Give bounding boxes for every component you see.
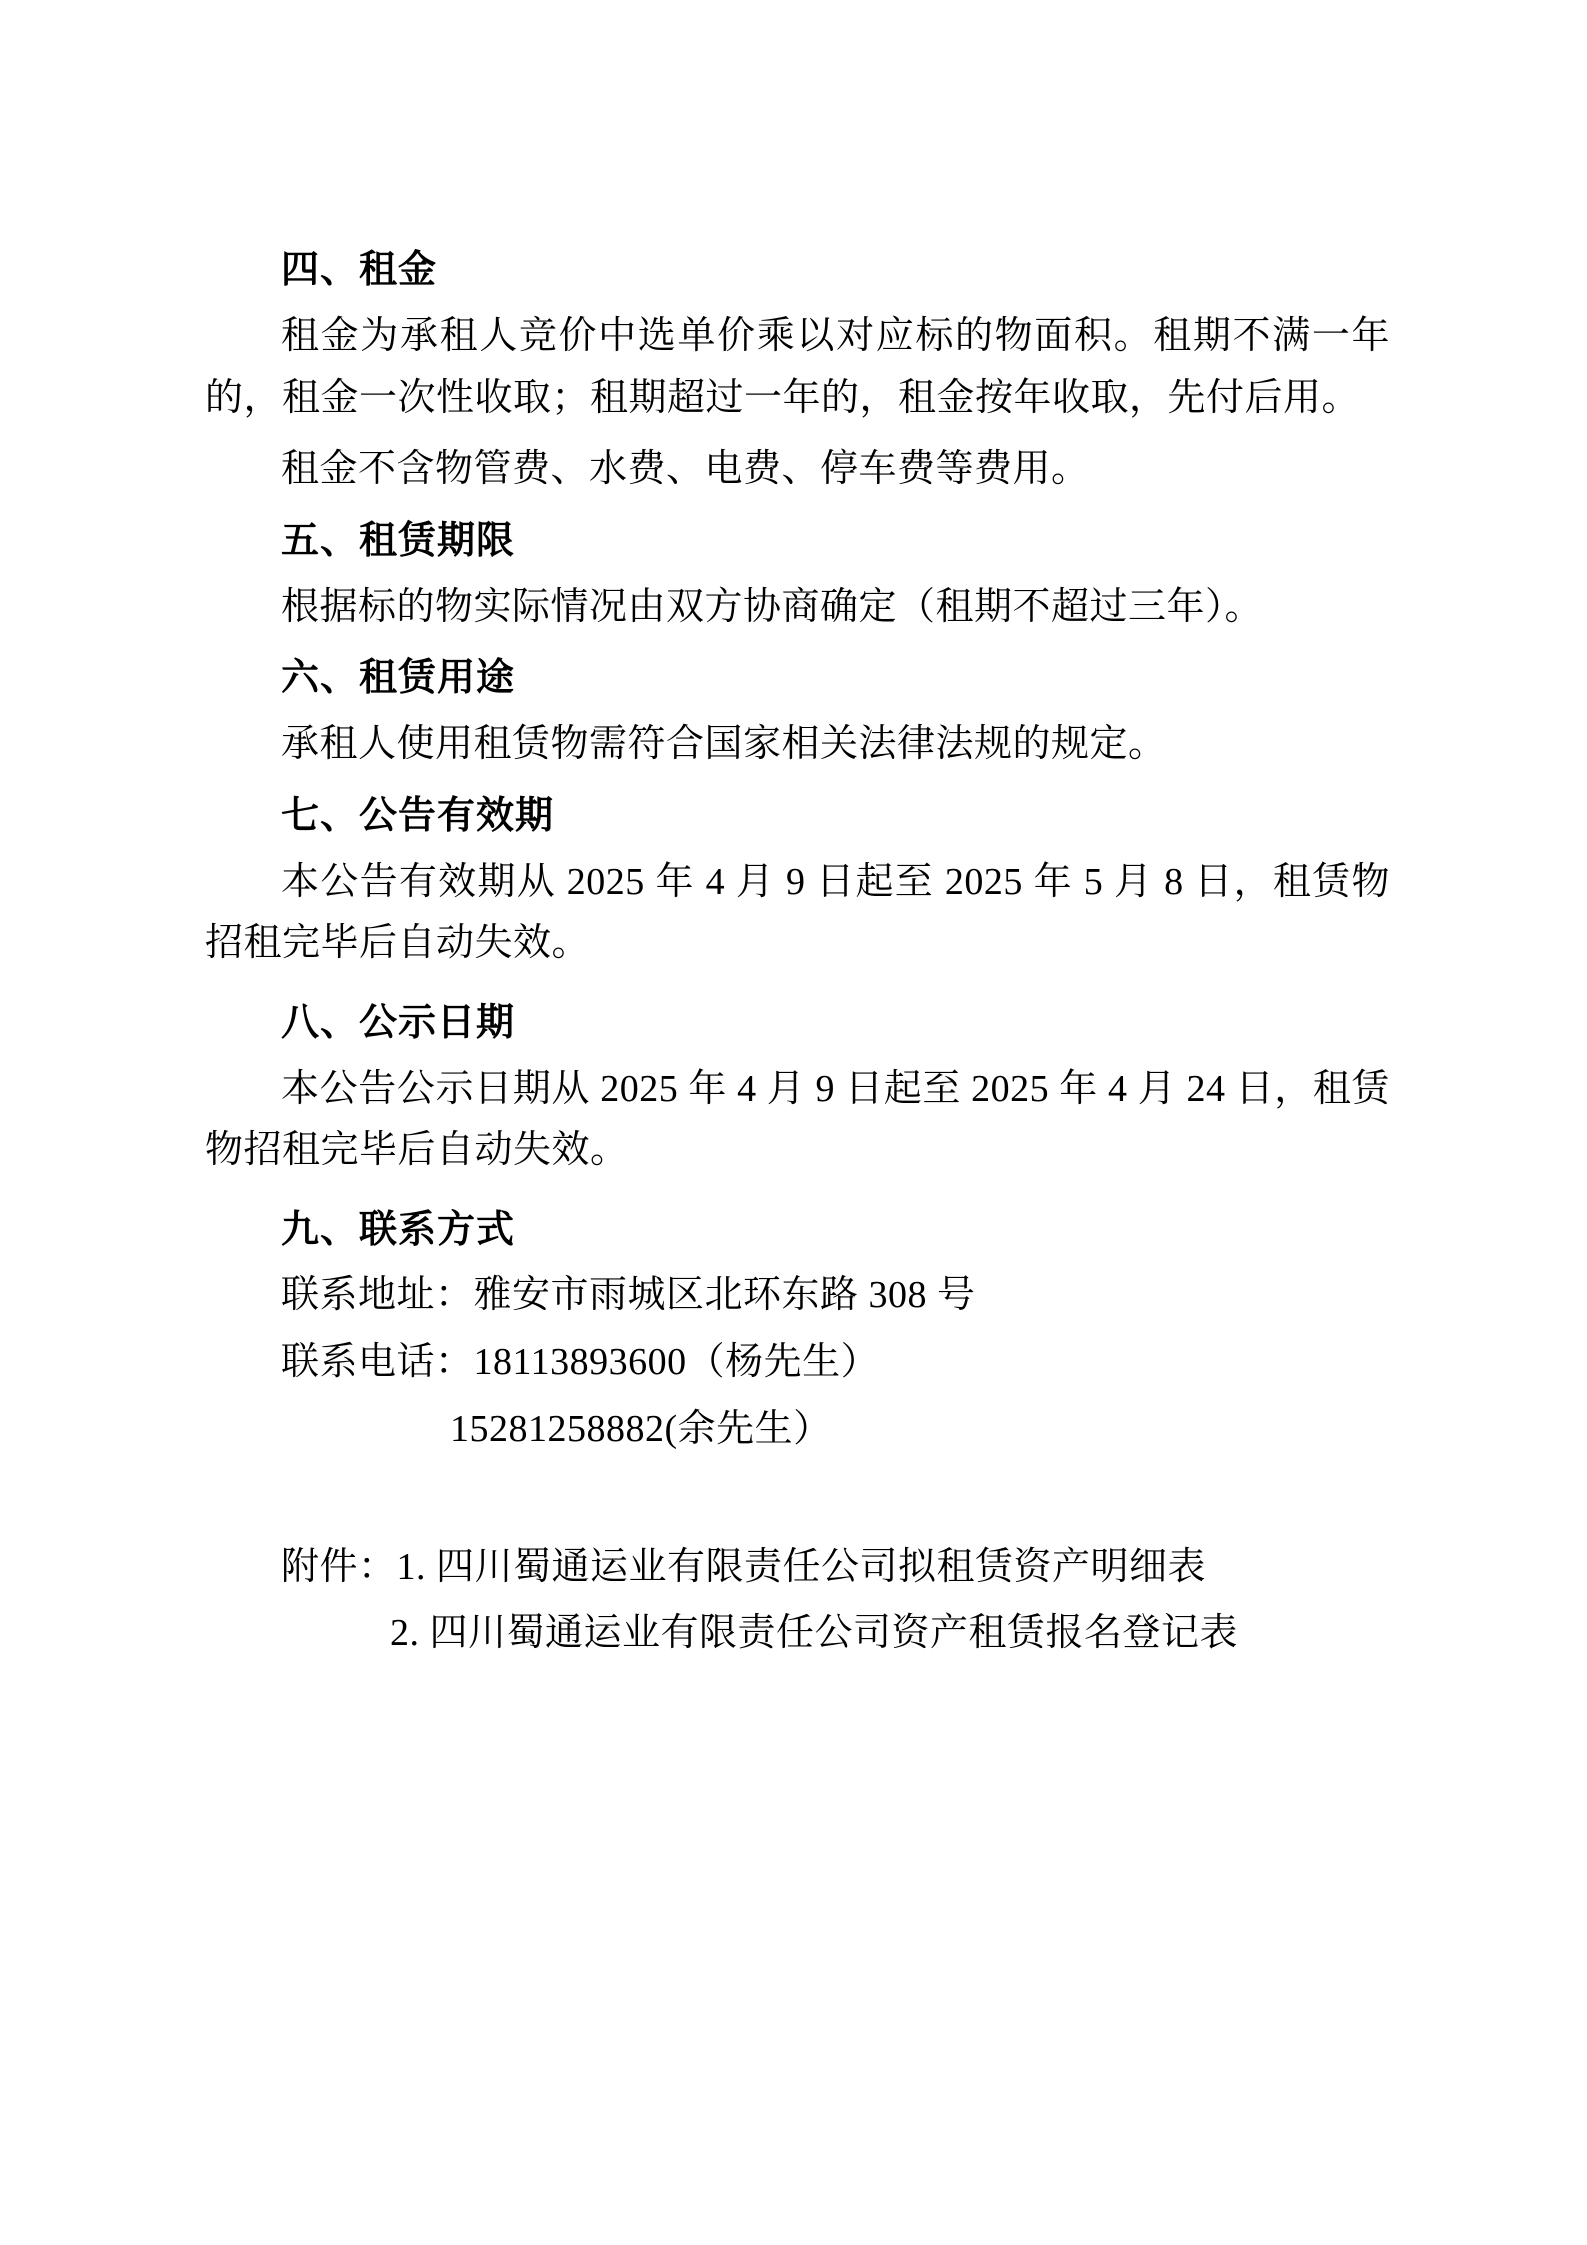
- contact-phone-secondary: 15281258882(余先生）: [450, 1407, 832, 1450]
- section-paragraph-publicity-date-1: 本公告公示日期从 2025 年 4 月 9 日起至 2025 年 4 月 24 日，租赁物招租完毕后自动失效。: [205, 1067, 1390, 1172]
- attachment-item-1: 附件：1. 四川蜀通运业有限责任公司拟租赁资产明细表: [281, 1545, 1207, 1588]
- section-heading-lease-purpose: 六、租赁用途: [281, 655, 516, 700]
- attachment-item-2: 2. 四川蜀通运业有限责任公司资产租赁报名登记表: [390, 1612, 1239, 1655]
- attachments-block: [205, 1537, 1390, 1665]
- contact-phone-primary: 联系电话：18113893600（杨先生）: [281, 1340, 880, 1383]
- section-heading-contact: 九、联系方式: [281, 1206, 516, 1251]
- document-body: [205, 247, 1390, 1664]
- section-heading-publicity-date: 八、公示日期: [281, 999, 516, 1044]
- section-paragraph-lease-term-1: 根据标的物实际情况由双方协商确定（租期不超过三年）。: [281, 585, 1264, 628]
- section-paragraph-lease-purpose-1: 承租人使用租赁物需符合国家相关法律法规的规定。: [281, 723, 1167, 766]
- section-heading-validity-period: 七、公告有效期: [281, 792, 555, 837]
- contact-address: 联系地址：雅安市雨城区北环东路 308 号: [281, 1273, 976, 1316]
- section-paragraph-rent-2: 租金不含物管费、水费、电费、停车费等费用。: [281, 448, 1090, 491]
- section-heading-lease-term: 五、租赁期限: [281, 517, 516, 562]
- section-heading-rent: 四、租金: [281, 247, 438, 291]
- section-paragraph-validity-period-1: 本公告有效期从 2025 年 4 月 9 日起至 2025 年 5 月 8 日，租赁物招租完毕后自动失效。: [205, 860, 1390, 965]
- section-paragraph-rent-1: 租金为承租人竞价中选单价乘以对应标的物面积。租期不满一年的，租金一次性收取；租期超过一年的，租金按年收取，先付后用。: [205, 315, 1390, 419]
